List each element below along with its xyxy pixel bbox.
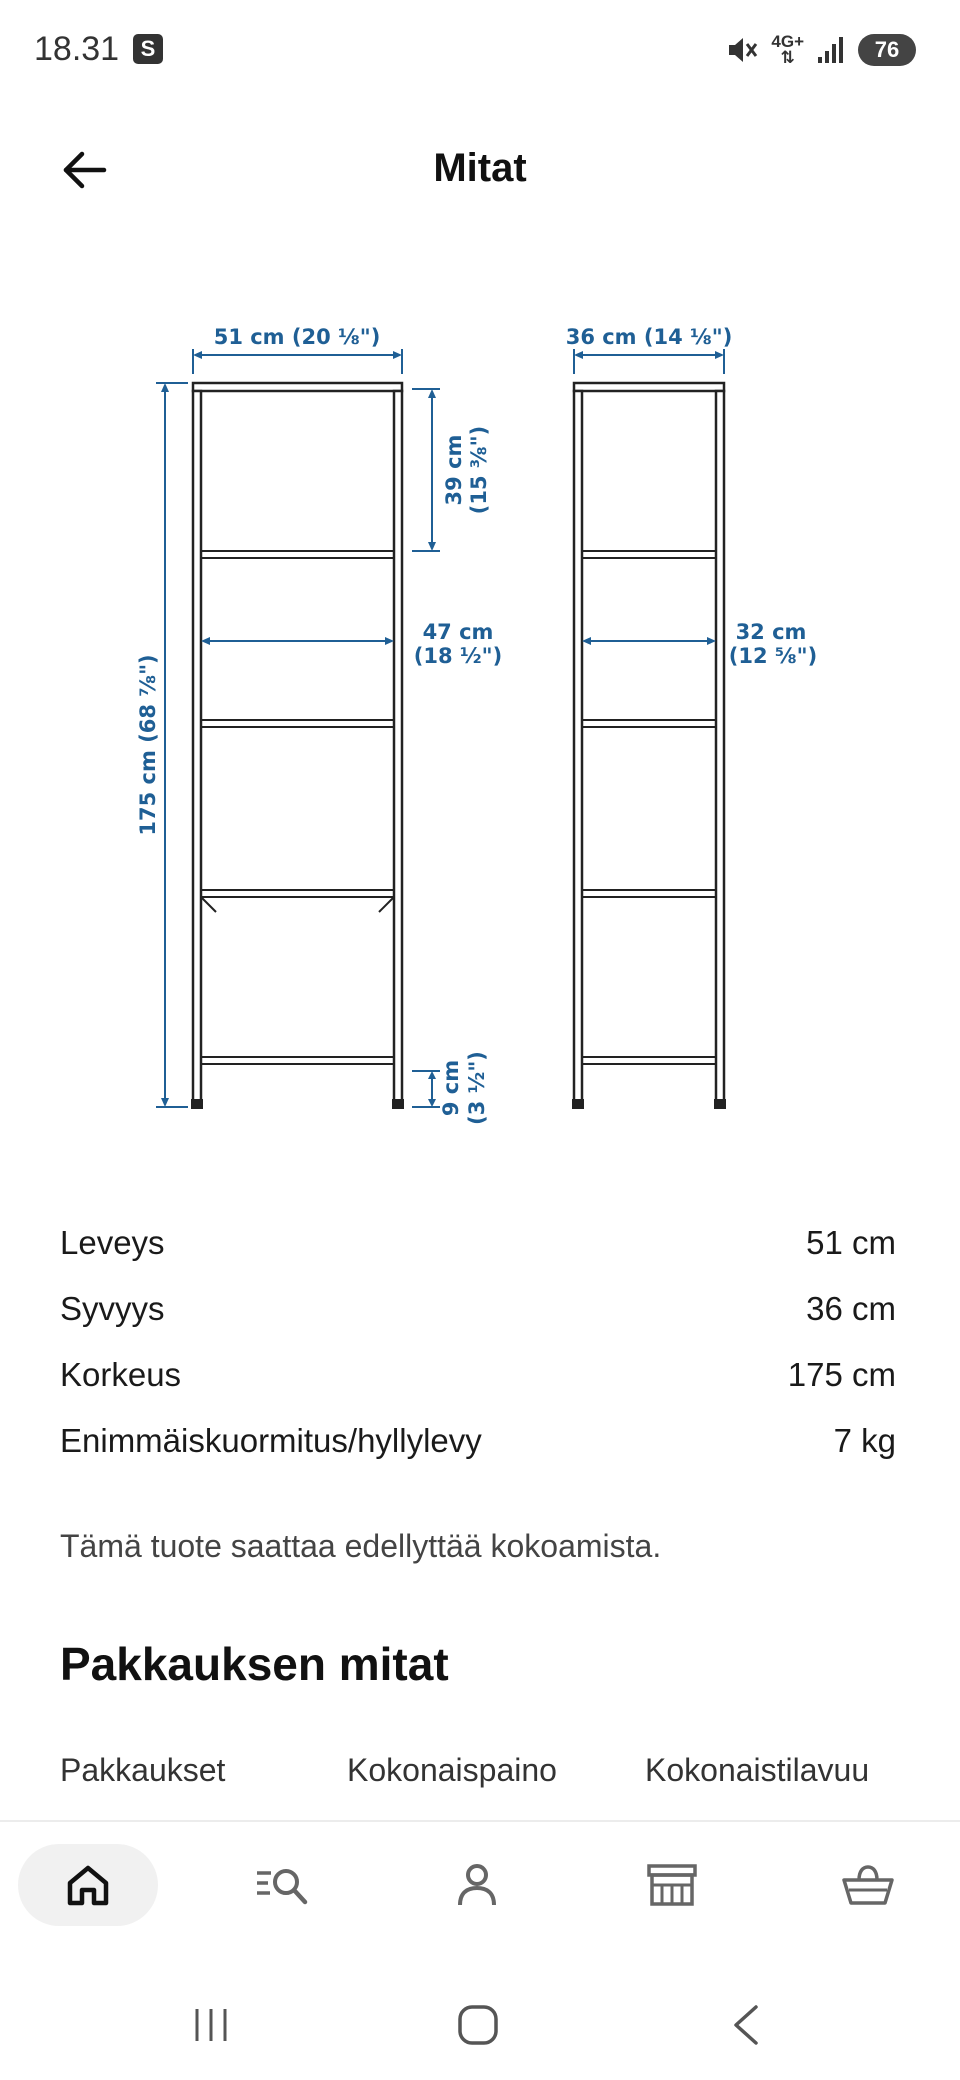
back-system-button[interactable] xyxy=(706,1995,786,2055)
system-navigation-bar xyxy=(0,1955,960,2080)
recent-apps-icon xyxy=(191,2005,231,2045)
nav-profile-button[interactable] xyxy=(432,1844,522,1926)
height-dimension-label: 175 cm (68 ⅞") xyxy=(136,654,160,836)
spec-row-width xyxy=(60,1210,896,1276)
notification-s-icon: S xyxy=(133,34,163,64)
package-section-title: Pakkauksen mitat xyxy=(60,1638,449,1690)
status-icons xyxy=(725,28,916,72)
inner-width-cm-label: 47 cm xyxy=(422,620,494,644)
shelf-spacing-cm-label: 39 cm xyxy=(442,434,466,506)
spec-row-height xyxy=(60,1342,896,1408)
depth-dimension-label: 36 cm (14 ⅛") xyxy=(565,325,733,349)
column-header-packages: Pakkaukset xyxy=(60,1752,226,1788)
status-bar xyxy=(0,0,960,100)
spec-value: 51 cm xyxy=(806,1224,896,1261)
search-icon xyxy=(253,1863,313,1907)
home-system-button[interactable] xyxy=(438,1995,518,2055)
store-icon xyxy=(646,1863,698,1907)
page-header xyxy=(0,120,960,220)
profile-icon xyxy=(455,1862,499,1908)
battery-badge: 76 xyxy=(858,34,916,66)
nav-basket-button[interactable] xyxy=(823,1844,913,1926)
front-view-shelf xyxy=(191,383,404,1109)
page-title: Mitat xyxy=(433,146,527,190)
bottom-navigation xyxy=(0,1820,960,1957)
column-header-total-volume: Kokonaistilavuu xyxy=(645,1752,870,1788)
width-dimension-label: 51 cm (20 ⅛") xyxy=(213,325,381,349)
spec-value: 36 cm xyxy=(806,1290,896,1327)
dimension-diagram xyxy=(0,300,960,1150)
spec-label: Leveys xyxy=(60,1224,165,1261)
shelf-spacing-in-label: (15 ⅜") xyxy=(467,425,491,515)
bottom-clearance-cm-label: 9 cm xyxy=(439,1059,463,1117)
mute-icon xyxy=(725,33,759,67)
network-type: 4G+ ⇅ xyxy=(771,32,804,67)
inner-depth-cm-label: 32 cm xyxy=(735,620,807,644)
spec-label: Syvyys xyxy=(60,1290,165,1327)
basket-icon xyxy=(841,1863,895,1907)
network-label: 4G+ xyxy=(771,32,804,51)
bottom-clearance-in-label: (3 ½") xyxy=(465,1051,489,1125)
signal-icon xyxy=(816,35,846,65)
spec-label: Enimmäiskuormitus/hyllylevy xyxy=(60,1422,482,1459)
recent-apps-button[interactable] xyxy=(171,1995,251,2055)
spec-value: 7 kg xyxy=(833,1422,896,1459)
nav-search-button[interactable] xyxy=(238,1844,328,1926)
chevron-left-icon xyxy=(728,2003,764,2047)
side-view-shelf xyxy=(572,383,726,1109)
spec-row-max-load xyxy=(60,1408,896,1474)
spec-value: 175 cm xyxy=(787,1356,896,1393)
nav-home-button[interactable] xyxy=(18,1844,158,1926)
column-header-total-weight: Kokonaispaino xyxy=(347,1752,557,1788)
spec-label: Korkeus xyxy=(60,1356,182,1393)
assembly-note: Tämä tuote saattaa edellyttää kokoamista. xyxy=(60,1528,662,1564)
inner-width-in-label: (18 ½") xyxy=(413,644,503,668)
status-time: 18.31 xyxy=(34,30,120,68)
nav-store-button[interactable] xyxy=(627,1844,717,1926)
home-icon xyxy=(65,1863,111,1907)
home-square-icon xyxy=(456,2003,500,2047)
dimension-specs-list xyxy=(60,1210,896,1474)
spec-row-depth xyxy=(60,1276,896,1342)
inner-depth-in-label: (12 ⅝") xyxy=(728,644,818,668)
